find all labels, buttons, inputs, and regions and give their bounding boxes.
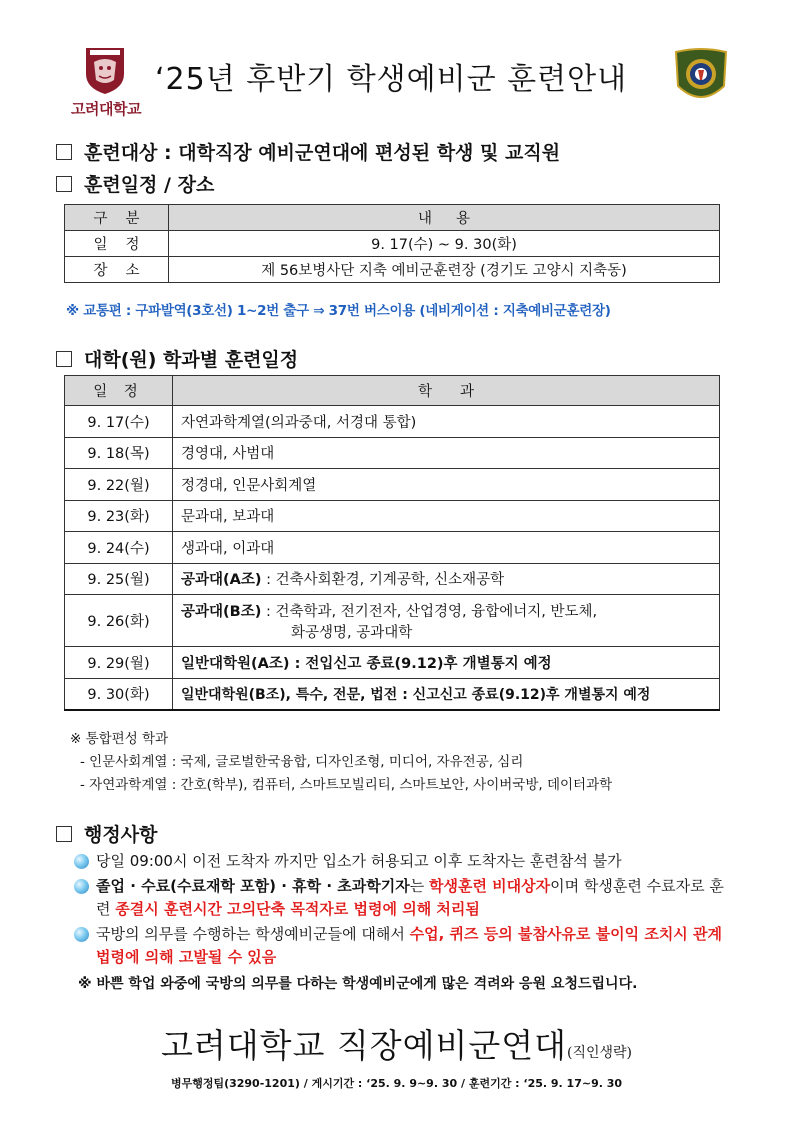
korea-university-logo <box>62 46 150 118</box>
table-header-cell: 일 정 <box>65 376 173 406</box>
bullet-orb-icon <box>74 879 89 894</box>
section-target-text: 훈련대상 : 대학직장 예비군연대에 편성된 학생 및 교직원 <box>84 142 561 164</box>
table-row <box>65 437 720 469</box>
closing-note: ※ 바쁜 학업 와중에 국방의 의무를 다하는 학생예비군에게 많은 격려와 응원 요청드립니다. <box>78 976 638 992</box>
section-admin-text: 행정사항 <box>84 824 158 846</box>
date-cell: 9. 29(월) <box>65 647 173 679</box>
table-header-row <box>65 376 720 406</box>
table-cell-label: 일정 <box>65 231 169 257</box>
dept-cell: 생과대, 이과대 <box>173 532 720 564</box>
notes-title: ※ 통합편성 학과 <box>70 731 169 747</box>
dept-cell: 일반대학원(A조) : 전입신고 종료(9.12)후 개별통지 예정 <box>173 647 720 679</box>
checkbox-icon <box>56 351 72 367</box>
dept-cell: 자연과학계열(의과중대, 서경대 통합) <box>173 406 720 438</box>
checkbox-icon <box>56 144 72 160</box>
bullet-orb-icon <box>74 854 89 869</box>
header <box>60 40 730 120</box>
admin-item: 졸업 · 수료(수료재학 포함) · 휴학 · 초과학기자는 학생훈련 비대상자이며 학생훈련 수료자로 훈련 종결시 훈련시간 고의단축 목적자로 법령에 의해 처리됨 <box>74 875 734 921</box>
table-header-cell: 내용 <box>169 205 720 231</box>
table-row <box>65 257 720 283</box>
admin-item: 국방의 의무를 수행하는 학생예비군들에 대해서 수업, 퀴즈 등의 불참사유로 불이익 조치시 관계법령에 의해 고발될 수 있음 <box>74 923 734 969</box>
table-header-cell: 학과 <box>173 376 720 406</box>
schedule-place-table <box>64 204 720 283</box>
dept-cell: 정경대, 인문사회계열 <box>173 469 720 501</box>
section-schedule-place <box>56 170 214 197</box>
table-row <box>65 500 720 532</box>
table-row <box>65 595 720 647</box>
logo-text: 고려대학교 <box>71 100 141 118</box>
tiger-shield-icon <box>84 46 126 96</box>
section-dept-schedule-text: 대학(원) 학과별 훈련일정 <box>84 349 299 371</box>
table-row <box>65 532 720 564</box>
organization-name-text: 고려대학교 직장예비군연대 <box>160 1026 567 1065</box>
table-row <box>65 469 720 501</box>
table-cell-label: 장소 <box>65 257 169 283</box>
table-row <box>65 563 720 595</box>
table-cell-value: 9. 17(수) ~ 9. 30(화) <box>169 231 720 257</box>
date-cell: 9. 25(월) <box>65 563 173 595</box>
organization-name <box>0 1020 793 1067</box>
table-header-cell: 구분 <box>65 205 169 231</box>
seal-omitted-text: (직인생략) <box>567 1045 633 1061</box>
date-cell: 9. 18(목) <box>65 437 173 469</box>
section-target <box>56 138 560 165</box>
admin-item: 당일 09:00시 이전 도착자 까지만 입소가 허용되고 이후 도착자는 훈련참석 불가 <box>74 850 734 873</box>
table-row <box>65 678 720 710</box>
notes-line: - 인문사회계열 : 국제, 글로벌한국융합, 디자인조형, 미디어, 자유전공, 심리 <box>80 754 524 770</box>
table-row <box>65 406 720 438</box>
checkbox-icon <box>56 826 72 842</box>
notes-line: - 자연과학계열 : 간호(학부), 컴퓨터, 스마트모빌리티, 스마트보안, 사이버국방, 데이터과학 <box>80 777 613 793</box>
date-cell: 9. 23(화) <box>65 500 173 532</box>
dept-cell: 일반대학원(B조), 특수, 전문, 법전 : 신고신고 종료(9.12)후 개별통지 예정 <box>173 678 720 710</box>
dept-cell: 경영대, 사범대 <box>173 437 720 469</box>
dept-cell: 공과대(B조) : 건축학과, 전기전자, 산업경영, 융합에너지, 반도체, 화공생명, 공과대학 <box>173 595 720 647</box>
bullet-orb-icon <box>74 927 89 942</box>
table-cell-value: 제 56보병사단 지축 예비군훈련장 (경기도 고양시 지축동) <box>169 257 720 283</box>
integrated-departments-note <box>70 728 612 797</box>
dept-cell: 공과대(A조) : 건축사회환경, 기계공학, 신소재공학 <box>173 563 720 595</box>
date-cell: 9. 30(화) <box>65 678 173 710</box>
admin-items <box>74 850 734 996</box>
checkbox-icon <box>56 176 72 192</box>
reserve-forces-emblem-icon <box>672 46 730 108</box>
date-cell: 9. 24(수) <box>65 532 173 564</box>
date-cell: 9. 22(월) <box>65 469 173 501</box>
department-schedule-table <box>64 375 720 711</box>
dept-cell: 문과대, 보과대 <box>173 500 720 532</box>
table-row <box>65 231 720 257</box>
section-dept-schedule <box>56 345 298 372</box>
footer-note: 병무행정팀(3290-1201) / 게시기간 : ‘25. 9. 9~9. 30 / 훈련기간 : ‘25. 9. 17~9. 30 <box>170 1077 623 1090</box>
page-title: ‘25년 후반기 학생예비군 훈련안내 <box>155 62 628 97</box>
transport-note: ※ 교통편 : 구파발역(3호선) 1~2번 출구 ⇒ 37번 버스이용 (네비게이션 : 지축예비군훈련장) <box>66 303 611 319</box>
section-schedule-place-text: 훈련일정 / 장소 <box>84 174 215 196</box>
date-cell: 9. 17(수) <box>65 406 173 438</box>
date-cell: 9. 26(화) <box>65 595 173 647</box>
section-admin <box>56 820 157 847</box>
table-row <box>65 647 720 679</box>
table-header-row <box>65 205 720 231</box>
